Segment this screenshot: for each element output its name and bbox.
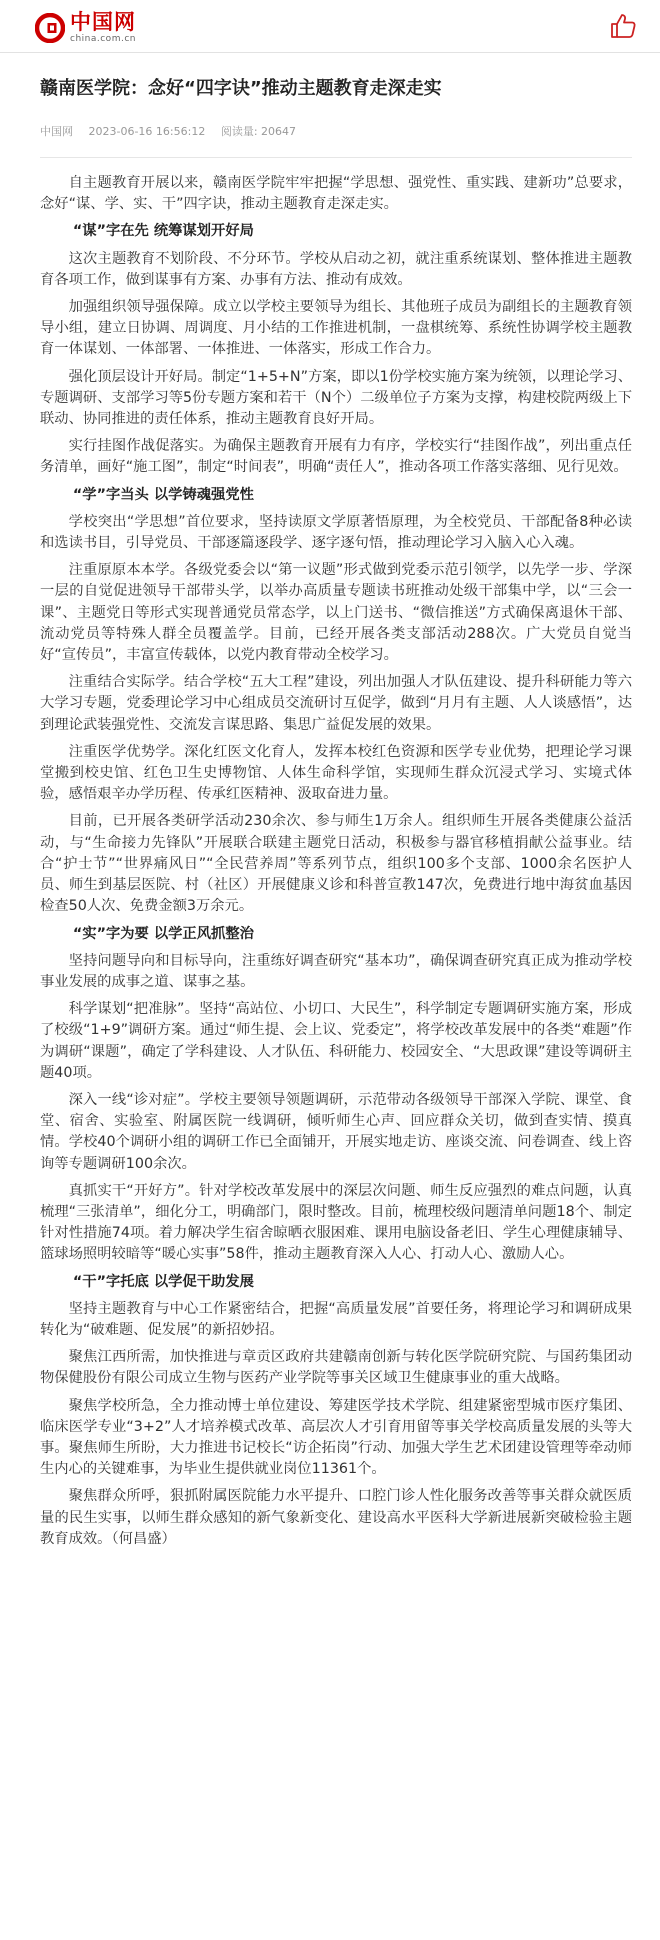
- meta-divider: [40, 157, 632, 158]
- article-read-count: 阅读量: 20647: [220, 125, 297, 138]
- article-title: 赣南医学院：念好“四字诀”推动主题教育走深走实: [40, 78, 442, 99]
- body-paragraph: 深入一线“诊对症”。学校主要领导领题调研，示范带动各级领导干部深入学院、课堂、食堂、宿舍、实验室、附属医院一线调研，倾听师生心声、回应群众关切，做到查实情、摸真情。学校40个调研小组的调研工作已全面铺开，开展实地走访、座谈交流、问卷调查、线上咨询等专题调研100余次。: [40, 1091, 632, 1172]
- section-heading: “谋”字在先 统筹谋划开好局: [72, 223, 254, 240]
- body-paragraph: 真抓实干“开好方”。针对学校改革发展中的深层次问题、师生反应强烈的难点问题，认真梳理“三张清单”，细化分工，明确部门，限时整改。目前，梳理校级问题清单问题18个、制定针对性措施74项。着力解决学生宿舍晾晒衣服困难、课用电脑设备老旧、学生心理健康辅导、篮球场照明较暗等“暖心实事”58件，推动主题教育深入人心、打动人心、激励人心。: [40, 1182, 632, 1263]
- site-logo[interactable]: [35, 12, 136, 44]
- body-paragraph: 聚焦群众所呼，狠抓附属医院能力水平提升、口腔门诊人性化服务改善等事关群众就医质量的民生实事，以师生群众感知的新气象新变化、建设高水平医科大学新进展新突破检验主题教育成效。（何昌盛）: [40, 1488, 632, 1547]
- body-paragraph: 目前，已开展各类研学活动230余次、参与师生1万余人。组织师生开展各类健康公益活动，与“生命接力先锋队”开展联合联建主题党日活动，积极参与器官移植捐献公益事业。结合“护士节”“世界痛风日”“全民营养周”等系列节点，组织100多个支部、1000余名医护人员、师生到基层医院、村（社区）开展健康义诊和科普宣教147次，免费进行地中海贫血基因检查50人次、免费金额3万余元。: [40, 813, 632, 915]
- body-paragraph: 自主题教育开展以来，赣南医学院牢牢把握“学思想、强党性、重实践、建新功”总要求，念好“谋、学、实、干”四字诀，推动主题教育走深走实。: [40, 175, 632, 213]
- body-paragraph: 坚持主题教育与中心工作紧密结合，把握“高质量发展”首要任务，将理论学习和调研成果转化为“破难题、促发展”的新招妙招。: [40, 1300, 632, 1338]
- section-heading: “干”字托底 以学促干助发展: [72, 1273, 254, 1290]
- article: [0, 76, 660, 1550]
- body-paragraph: 坚持问题导向和目标导向，注重练好调查研究“基本功”，确保调查研究真正成为推动学校事业发展的成事之道、谋事之基。: [40, 952, 632, 990]
- like-button[interactable]: [608, 11, 638, 41]
- section-heading: “学”字当头 以学铸魂强党性: [72, 486, 254, 503]
- body-paragraph: 实行挂图作战促落实。为确保主题教育开展有力有序，学校实行“挂图作战”，列出重点任务清单，画好“施工图”，制定“时间表”，明确“责任人”，推动各项工作落实落细、见行见效。: [40, 438, 632, 476]
- article-meta: [40, 124, 632, 140]
- logo-domain: china.com.cn: [70, 34, 136, 44]
- body-paragraph: 注重结合实际学。结合学校“五大工程”建设，列出加强人才队伍建设、提升科研能力等六大学习专题，党委理论学习中心组成员交流研讨互促学，做到“月月有主题、人人谈感悟”，达到理论武装强党性、交流发言谋思路、集思广益促发展的效果。: [40, 674, 632, 733]
- body-paragraph: 科学谋划“把准脉”。坚持“高站位、小切口、大民生”，科学制定专题调研实施方案，形成了校级“1+9”调研方案。通过“师生提、会上议、党委定”，将学校改革发展中的各类“难题”作为调研“课题”，确定了学科建设、人才队伍、科研能力、校园安全、“大思政课”建设等调研主题40项。: [40, 1001, 632, 1081]
- body-paragraph: 这次主题教育不划阶段、不分环节。学校从启动之初，就注重系统谋划、整体推进主题教育各项工作，做到谋事有方案、办事有方法、推动有成效。: [40, 250, 632, 288]
- article-body: [40, 173, 632, 1550]
- article-source: 中国网: [40, 125, 73, 138]
- china-com-cn-logo-icon: [35, 13, 65, 43]
- section-heading: “实”字为要 以学正风抓整治: [72, 925, 254, 942]
- body-paragraph: 注重原原本本学。各级党委会以“第一议题”形式做到党委示范引领学，以先学一步、学深一层的自觉促进领导干部带头学，以举办高质量专题读书班推动处级干部集中学，以“三会一课”、主题党日等形式实现普通党员常态学，以上门送书、“微信推送”方式确保离退休干部、流动党员等特殊人群全员覆盖学。目前，已经开展各类支部活动288次。广大党员自觉当好“宣传员”，丰富宣传载体，以党内教育带动全校学习。: [40, 562, 632, 664]
- logo-text: [70, 12, 136, 44]
- body-paragraph: 加强组织领导强保障。成立以学校主要领导为组长、其他班子成员为副组长的主题教育领导小组，建立日协调、周调度、月小结的工作推进机制，一盘棋统筹、系统性协调学校主题教育一体谋划、一体部署、一体推进、一体落实，形成工作合力。: [40, 299, 632, 358]
- body-paragraph: 聚焦学校所急，全力推动博士单位建设、筹建医学技术学院、组建紧密型城市医疗集团、临床医学专业“3+2”人才培养模式改革、高层次人才引育用留等事关学校高质量发展的头等大事。聚焦师生所盼，大力推进书记校长“访企拓岗”行动、加强大学生艺术团建设管理等牵动师生内心的关键难事，为毕业生提供就业岗位11361个。: [40, 1397, 632, 1478]
- body-paragraph: 学校突出“学思想”首位要求，坚持读原文学原著悟原理，为全校党员、干部配备8种必读和选读书目，引导党员、干部逐篇逐段学、逐字逐句悟，推动理论学习入脑入心入魂。: [40, 513, 632, 552]
- site-header: [0, 0, 660, 53]
- article-datetime: 2023-06-16 16:56:12: [88, 125, 206, 138]
- body-paragraph: 强化顶层设计开好局。制定“1+5+N”方案，即以1份学校实施方案为统领，以理论学习、专题调研、支部学习等5份专题方案和若干（N个）二级单位子方案为支撑，构建校院两级上下联动、协同推进的责任体系，推动主题教育良好开局。: [40, 368, 632, 428]
- body-paragraph: 聚焦江西所需，加快推进与章贡区政府共建赣南创新与转化医学院研究院、与国药集团动物保健股份有限公司成立生物与医药产业学院等事关区域卫生健康事业的重大战略。: [40, 1349, 632, 1387]
- body-paragraph: 注重医学优势学。深化红医文化育人，发挥本校红色资源和医学专业优势，把理论学习课堂搬到校史馆、红色卫生史博物馆、人体生命科学馆，实现师生群众沉浸式学习、实境式体验，感悟艰辛办学历程、传承红医精神、汲取奋进力量。: [40, 743, 632, 803]
- logo-name: 中国网: [70, 10, 136, 34]
- thumbs-up-icon: [608, 11, 638, 41]
